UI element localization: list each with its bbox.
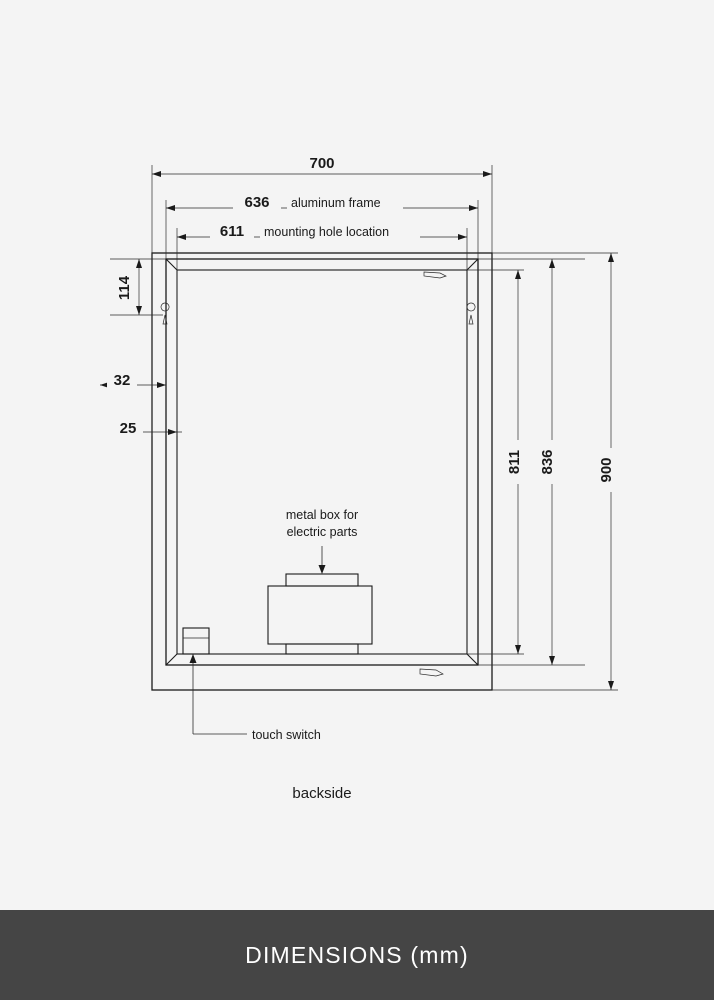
mounting-hook-top-left (161, 303, 169, 324)
mounting-hook-upper (424, 272, 446, 278)
dimension-left-offset-32 (100, 372, 166, 389)
dimension-mounting-hole-height-value: 811 (506, 449, 523, 475)
dimension-mounting-hole-height (467, 270, 527, 654)
aluminum-frame-label: aluminum frame (291, 196, 381, 210)
dimension-aluminum-frame-height-value: 836 (539, 449, 556, 475)
metal-box (268, 574, 372, 654)
dimension-top-offset-value: 114 (116, 275, 133, 301)
dimension-left-offset-32-value: 32 (113, 372, 131, 389)
mounting-hook-top-right (467, 303, 475, 324)
metal-box-label-line2: electric parts (286, 525, 358, 539)
dimension-left-offset-25-value: 25 (119, 420, 137, 437)
footer-bar (0, 910, 714, 1000)
metal-box-label-line1: metal box for (285, 508, 359, 522)
touch-switch-label: touch switch (252, 728, 321, 742)
dimension-overall-height-value: 900 (598, 457, 615, 483)
touch-switch-callout (190, 654, 321, 742)
metal-box-callout (286, 508, 358, 574)
dimension-aluminum-frame-width-value: 636 (244, 194, 270, 211)
touch-switch-part (183, 628, 209, 654)
dimension-aluminum-frame-height (478, 259, 585, 665)
dimension-mounting-hole-width (177, 223, 467, 270)
footer-label: DIMENSIONS (mm) (245, 941, 469, 968)
dimension-mounting-hole-width-value: 611 (219, 223, 245, 240)
dimension-overall-width-value: 700 (309, 155, 335, 172)
product-outline (152, 253, 492, 690)
drawing-caption: backside (292, 785, 352, 802)
mounting-hole-location-label: mounting hole location (264, 225, 390, 239)
dimension-top-offset (110, 259, 166, 315)
aluminum-frame-outline (166, 259, 478, 665)
mounting-hook-lower (420, 669, 443, 676)
